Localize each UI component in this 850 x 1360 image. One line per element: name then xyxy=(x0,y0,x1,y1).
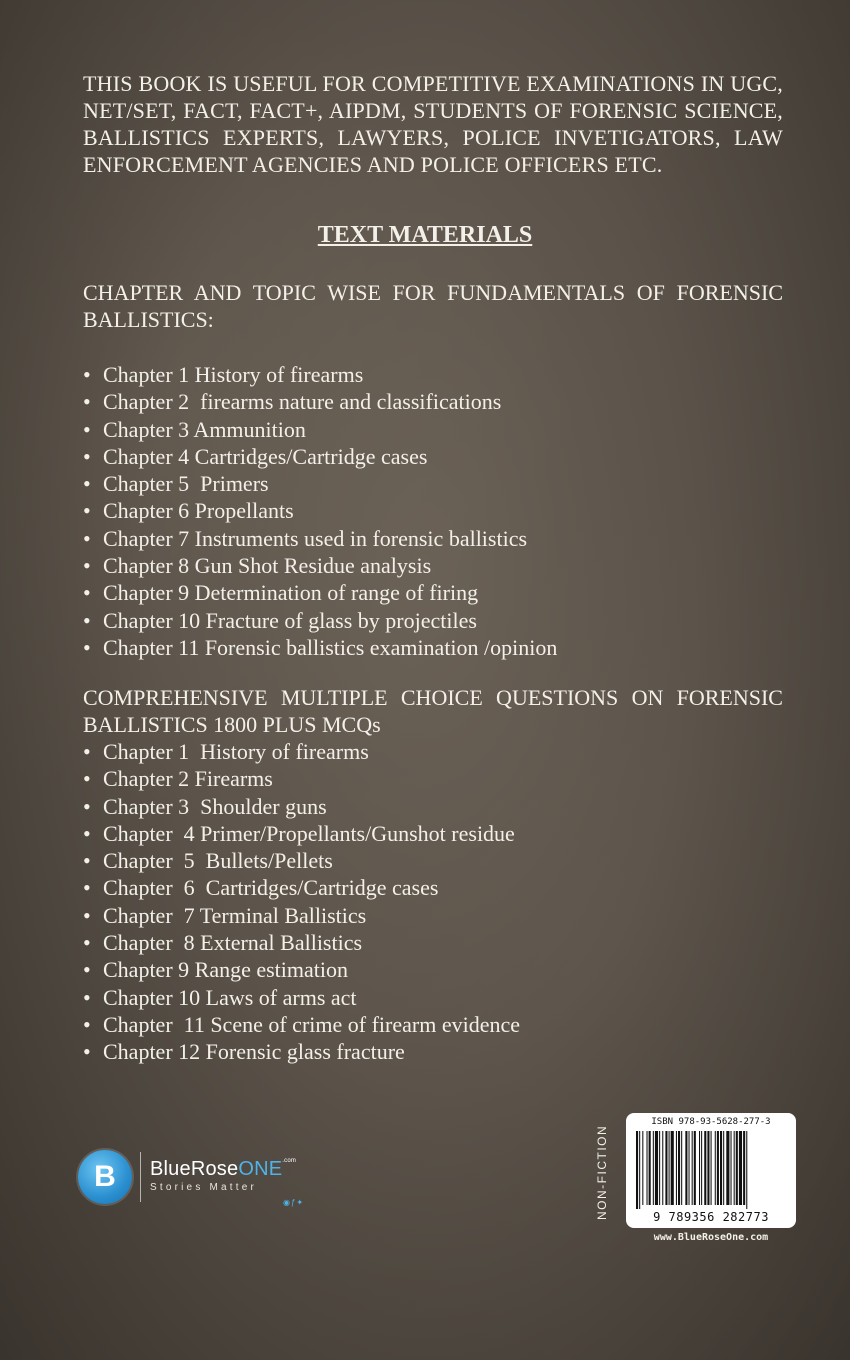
list-item: • Chapter 8 Gun Shot Residue analysis xyxy=(83,552,557,579)
intro-text: THIS BOOK IS USEFUL FOR COMPETITIVE EXAMINATIONS IN UGC, NET/SET, FACT, FACT+, AIPDM, STUDENTS OF FORENSIC SCIENCE, BALLISTICS EXPERTS, LAWYERS, POLICE INVETIGATORS, LAW ENFORCEMENT AGENCIES AND POLICE OFFICERS ETC. xyxy=(83,71,783,177)
list-item: • Chapter 5 Primers xyxy=(83,470,557,497)
list-item: • Chapter 7 Terminal Ballistics xyxy=(83,902,520,929)
list-item: • Chapter 4 Cartridges/Cartridge cases xyxy=(83,443,557,470)
publisher-name-accent: ONE xyxy=(238,1158,283,1180)
list-item: • Chapter 5 Bullets/Pellets xyxy=(83,847,520,874)
list-item: • Chapter 4 Primer/Propellants/Gunshot residue xyxy=(83,820,520,847)
list-item: • Chapter 1 History of firearms xyxy=(83,361,557,388)
list-item: • Chapter 11 Scene of crime of firearm evidence xyxy=(83,1011,520,1038)
text-materials-lead: CHAPTER AND TOPIC WISE FOR FUNDAMENTALS OF FORENSIC BALLISTICS: xyxy=(83,280,783,332)
list-item: • Chapter 6 Propellants xyxy=(83,497,557,524)
publisher-logo xyxy=(78,1150,318,1210)
publisher-badge-letter: B xyxy=(94,1160,116,1193)
list-item: • Chapter 8 External Ballistics xyxy=(83,929,520,956)
list-item: • Chapter 3 Shoulder guns xyxy=(83,793,520,820)
list-item: • Chapter 3 Ammunition xyxy=(83,416,557,443)
mcq-list xyxy=(83,738,520,1066)
list-item: • Chapter 10 Laws of arms act xyxy=(83,984,520,1011)
list-item: • Chapter 6 Cartridges/Cartridge cases xyxy=(83,874,520,901)
publisher-name-main: BlueRose xyxy=(150,1158,239,1180)
section-title: TEXT MATERIALS xyxy=(317,222,533,248)
genre-label: NON-FICTION xyxy=(595,1124,609,1220)
list-item: • Chapter 11 Forensic ballistics examination /opinion xyxy=(83,634,557,661)
barcode xyxy=(626,1113,796,1228)
list-item: • Chapter 9 Determination of range of firing xyxy=(83,579,557,606)
divider xyxy=(140,1152,141,1202)
list-item: • Chapter 12 Forensic glass fracture xyxy=(83,1038,520,1065)
publisher-tagline: Stories Matter xyxy=(150,1182,258,1193)
social-icons: ◉ƒ✦ xyxy=(283,1198,305,1207)
list-item: • Chapter 2 Firearms xyxy=(83,765,520,792)
list-item: • Chapter 9 Range estimation xyxy=(83,956,520,983)
barcode-digits: 9 789356 282773 xyxy=(653,1210,769,1224)
list-item: • Chapter 2 firearms nature and classifications xyxy=(83,388,557,415)
list-item: • Chapter 1 History of firearms xyxy=(83,738,520,765)
website-url: www.BlueRoseOne.com xyxy=(653,1232,769,1243)
text-materials-list xyxy=(83,361,557,661)
isbn-label: ISBN 978-93-5628-277-3 xyxy=(651,1117,771,1127)
list-item: • Chapter 10 Fracture of glass by projectiles xyxy=(83,607,557,634)
mcq-lead: COMPREHENSIVE MULTIPLE CHOICE QUESTIONS ON FORENSIC BALLISTICS 1800 PLUS MCQs xyxy=(83,685,783,737)
publisher-name xyxy=(150,1158,296,1181)
publisher-name-super: .com xyxy=(282,1158,297,1164)
barcode-bars-icon xyxy=(636,1131,786,1209)
list-item: • Chapter 7 Instruments used in forensic ballistics xyxy=(83,525,557,552)
